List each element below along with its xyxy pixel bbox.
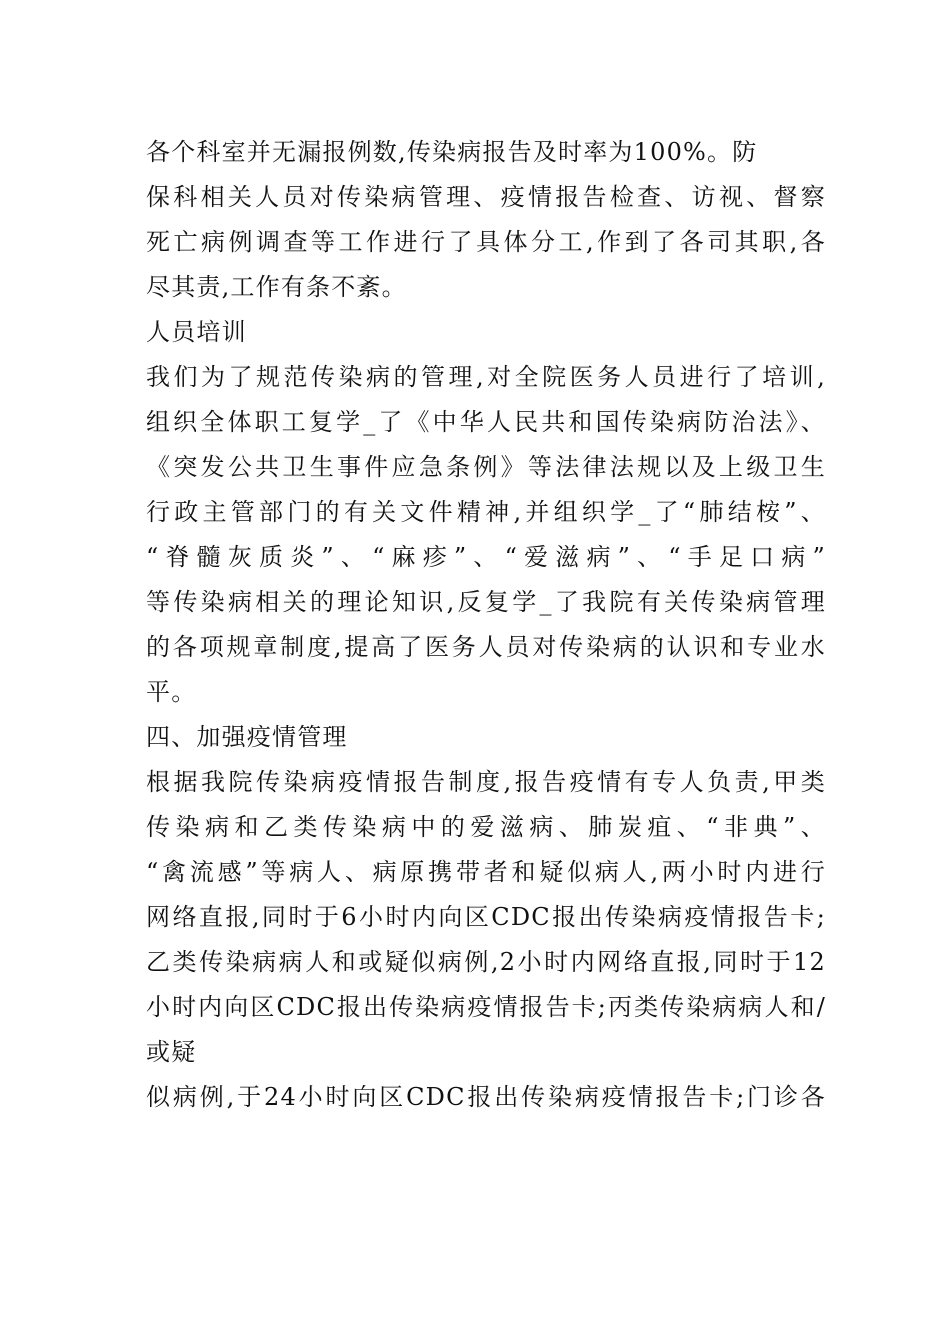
text-line: 各个科室并无漏报例数,传染病报告及时率为100%。防 [146, 138, 758, 166]
text-line: 乙类传染病病人和或疑似病例,2小时内网络直报,同时于12 [146, 948, 826, 976]
section-heading: 四、加强疫情管理 [146, 723, 348, 751]
text-line: 或疑 [146, 1038, 197, 1066]
text-line: 等传染病相关的理论知识,反复学_了我院有关传染病管理 [146, 588, 826, 616]
text-line: 死亡病例调查等工作进行了具体分工,作到了各司其职,各 [146, 228, 826, 256]
text-line: 传染病和乙类传染病中的爱滋病、肺炭疽、“非典”、 [146, 813, 826, 841]
text-line: 似病例,于24小时向区CDC报出传染病疫情报告卡;门诊各 [146, 1083, 826, 1111]
text-line: 行政主管部门的有关文件精神,并组织学_了“肺结桉”、 [146, 498, 826, 526]
text-line: 网络直报,同时于6小时内向区CDC报出传染病疫情报告卡; [146, 903, 826, 931]
text-line: 《突发公共卫生事件应急条例》等法律法规以及上级卫生 [146, 453, 826, 481]
section-heading: 人员培训 [146, 318, 247, 346]
text-line: “脊髓灰质炎”、“麻疹”、“爱滋病”、“手足口病” [146, 543, 826, 571]
text-line: 组织全体职工复学_了《中华人民共和国传染病防治法》、 [146, 408, 826, 436]
text-line: 尽其责,工作有条不紊。 [146, 273, 407, 301]
text-line: 小时内向区CDC报出传染病疫情报告卡;丙类传染病病人和/ [146, 993, 826, 1021]
document-body [146, 130, 826, 1120]
text-line: 保科相关人员对传染病管理、疫情报告检查、访视、督察 [146, 183, 826, 211]
text-line: 我们为了规范传染病的管理,对全院医务人员进行了培训, [146, 363, 826, 391]
text-line: 平。 [146, 678, 197, 706]
text-line: 的各项规章制度,提高了医务人员对传染病的认识和专业水 [146, 633, 826, 661]
text-line: 根据我院传染病疫情报告制度,报告疫情有专人负责,甲类 [146, 768, 826, 796]
text-line: “禽流感”等病人、病原携带者和疑似病人,两小时内进行 [146, 858, 826, 886]
